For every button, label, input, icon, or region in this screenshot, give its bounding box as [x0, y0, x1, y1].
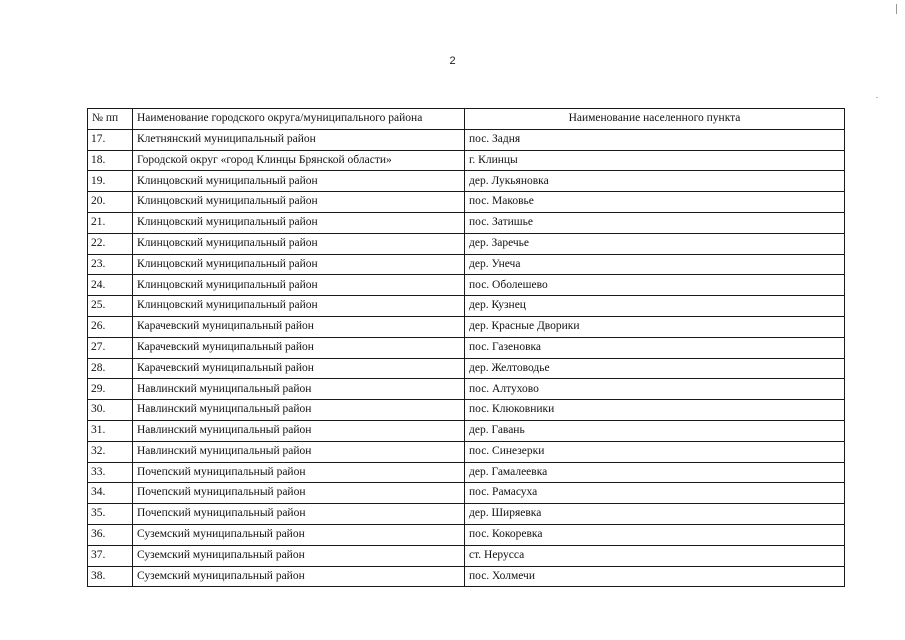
- table-row: [88, 171, 845, 192]
- row-number: 28.: [88, 358, 133, 379]
- row-district: Городской округ «город Клинцы Брянской области»: [133, 150, 465, 171]
- table-row: [88, 524, 845, 545]
- row-settlement: пос. Рамасуха: [465, 483, 845, 504]
- row-number: 30.: [88, 400, 133, 421]
- row-district: Клинцовский муниципальный район: [133, 275, 465, 296]
- row-district: Суземский муниципальный район: [133, 566, 465, 587]
- row-district: Клетнянский муниципальный район: [133, 129, 465, 150]
- row-number: 34.: [88, 483, 133, 504]
- row-district: Клинцовский муниципальный район: [133, 212, 465, 233]
- table-row: [88, 483, 845, 504]
- row-number: 31.: [88, 420, 133, 441]
- row-settlement: пос. Синезерки: [465, 441, 845, 462]
- row-number: 37.: [88, 545, 133, 566]
- scan-speck: [876, 97, 878, 98]
- row-settlement: дер. Лукьяновка: [465, 171, 845, 192]
- row-settlement: пос. Холмечи: [465, 566, 845, 587]
- table-row: [88, 150, 845, 171]
- table-row: [88, 462, 845, 483]
- row-settlement: пос. Алтухово: [465, 379, 845, 400]
- table-row: [88, 212, 845, 233]
- row-number: 18.: [88, 150, 133, 171]
- table-row: [88, 129, 845, 150]
- row-district: Клинцовский муниципальный район: [133, 254, 465, 275]
- row-number: 23.: [88, 254, 133, 275]
- row-number: 19.: [88, 171, 133, 192]
- table-row: [88, 441, 845, 462]
- table-row: [88, 296, 845, 317]
- row-settlement: дер. Кузнец: [465, 296, 845, 317]
- page-number: 2: [449, 55, 456, 67]
- table-row: [88, 275, 845, 296]
- row-number: 26.: [88, 316, 133, 337]
- row-district: Навлинский муниципальный район: [133, 420, 465, 441]
- row-number: 20.: [88, 192, 133, 213]
- table-row: [88, 420, 845, 441]
- row-district: Почепский муниципальный район: [133, 483, 465, 504]
- row-district: Клинцовский муниципальный район: [133, 171, 465, 192]
- row-settlement: дер. Унеча: [465, 254, 845, 275]
- row-settlement: ст. Нерусса: [465, 545, 845, 566]
- table-row: [88, 545, 845, 566]
- table-row: [88, 504, 845, 525]
- row-district: Почепский муниципальный район: [133, 462, 465, 483]
- settlements-table: [87, 108, 845, 587]
- table-row: [88, 316, 845, 337]
- header-district: Наименование городского округа/муниципального района: [133, 109, 465, 130]
- table-row: [88, 337, 845, 358]
- row-district: Клинцовский муниципальный район: [133, 233, 465, 254]
- row-settlement: дер. Красные Дворики: [465, 316, 845, 337]
- row-number: 32.: [88, 441, 133, 462]
- table-row: [88, 379, 845, 400]
- row-number: 25.: [88, 296, 133, 317]
- header-number: № пп: [88, 109, 133, 130]
- row-settlement: дер. Гамалеевка: [465, 462, 845, 483]
- row-settlement: дер. Желтоводье: [465, 358, 845, 379]
- row-district: Суземский муниципальный район: [133, 524, 465, 545]
- row-number: 29.: [88, 379, 133, 400]
- row-number: 36.: [88, 524, 133, 545]
- table-row: [88, 254, 845, 275]
- scan-edge-mark: [896, 4, 897, 14]
- table-row: [88, 358, 845, 379]
- row-settlement: пос. Кокоревка: [465, 524, 845, 545]
- row-district: Навлинский муниципальный район: [133, 400, 465, 421]
- row-settlement: дер. Ширяевка: [465, 504, 845, 525]
- row-district: Навлинский муниципальный район: [133, 441, 465, 462]
- row-number: 27.: [88, 337, 133, 358]
- header-settlement: Наименование населенного пункта: [465, 109, 845, 130]
- row-settlement: пос. Задня: [465, 129, 845, 150]
- table-row: [88, 400, 845, 421]
- row-district: Клинцовский муниципальный район: [133, 192, 465, 213]
- row-district: Карачевский муниципальный район: [133, 358, 465, 379]
- table-row: [88, 192, 845, 213]
- row-settlement: пос. Клюковники: [465, 400, 845, 421]
- row-number: 38.: [88, 566, 133, 587]
- row-district: Суземский муниципальный район: [133, 545, 465, 566]
- row-district: Клинцовский муниципальный район: [133, 296, 465, 317]
- row-settlement: дер. Гавань: [465, 420, 845, 441]
- row-settlement: пос. Маковье: [465, 192, 845, 213]
- row-settlement: пос. Газеновка: [465, 337, 845, 358]
- row-number: 17.: [88, 129, 133, 150]
- row-settlement: пос. Оболешево: [465, 275, 845, 296]
- row-settlement: дер. Заречье: [465, 233, 845, 254]
- row-district: Навлинский муниципальный район: [133, 379, 465, 400]
- row-number: 24.: [88, 275, 133, 296]
- row-district: Карачевский муниципальный район: [133, 316, 465, 337]
- table-header-row: [88, 109, 845, 130]
- table-row: [88, 233, 845, 254]
- row-number: 35.: [88, 504, 133, 525]
- row-district: Карачевский муниципальный район: [133, 337, 465, 358]
- row-settlement: пос. Затишье: [465, 212, 845, 233]
- row-number: 22.: [88, 233, 133, 254]
- row-settlement: г. Клинцы: [465, 150, 845, 171]
- row-district: Почепский муниципальный район: [133, 504, 465, 525]
- row-number: 21.: [88, 212, 133, 233]
- table-row: [88, 566, 845, 587]
- table-body: [88, 129, 845, 587]
- row-number: 33.: [88, 462, 133, 483]
